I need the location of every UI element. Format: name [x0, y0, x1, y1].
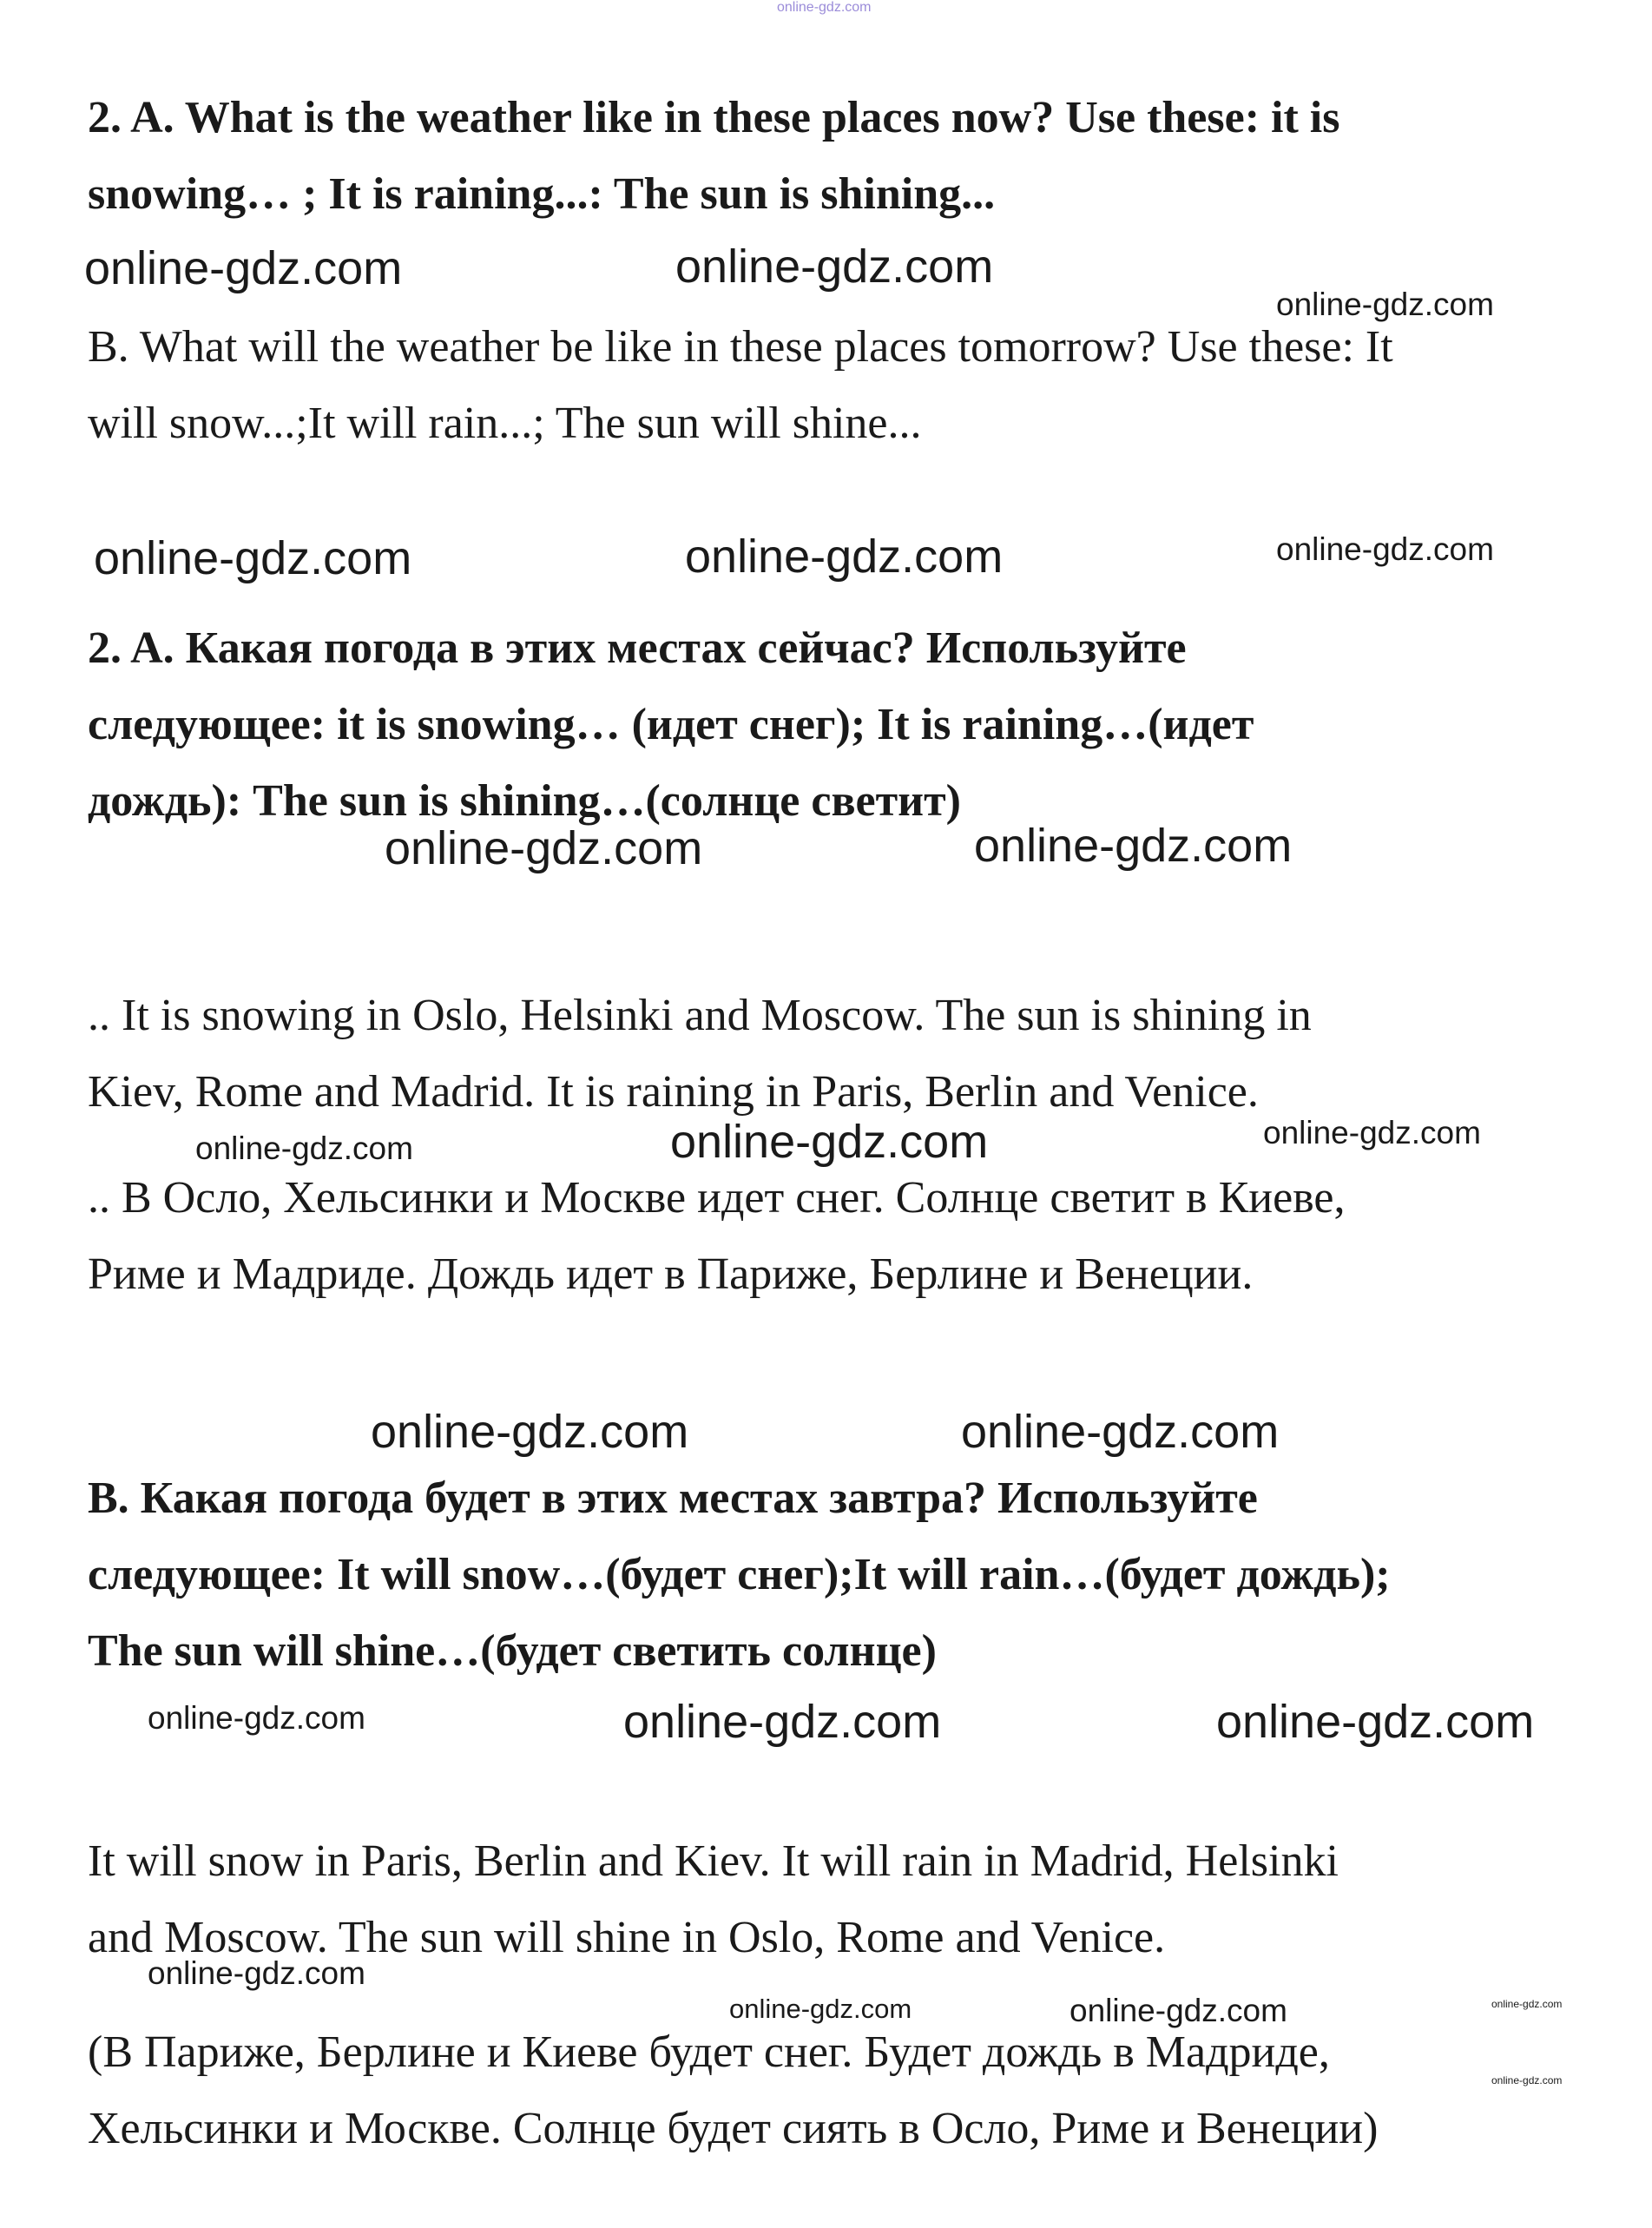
watermark: online-gdz.com: [1276, 531, 1494, 567]
answer-a-en-line-1: .. It is snowing in Oslo, Helsinki and Moscow. The sun is shining in: [88, 991, 1312, 1040]
exercise-b-en-line-2: will snow...;It will rain...; The sun will shine...: [88, 399, 922, 448]
watermark: online-gdz.com: [675, 241, 994, 293]
exercise-b-ru-line-3: The sun will shine…(будет светить солнце): [88, 1626, 937, 1676]
watermark: online-gdz.com: [961, 1406, 1280, 1458]
answer-b-ru-line-1: (В Париже, Берлине и Киеве будет снег. Будет дождь в Мадриде,: [88, 2027, 1330, 2077]
watermark: online-gdz.com: [1491, 2074, 1563, 2086]
watermark: online-gdz.com: [1276, 287, 1494, 322]
answer-b-en-line-2: and Moscow. The sun will shine in Oslo, Rome and Venice.: [88, 1913, 1166, 1962]
watermark: online-gdz.com: [623, 1696, 942, 1748]
watermark: online-gdz.com: [974, 820, 1293, 872]
answer-b-en-line-1: It will snow in Paris, Berlin and Kiev. It will rain in Madrid, Helsinki: [88, 1836, 1339, 1886]
exercise-b-en-line-1: B. What will the weather be like in these places tomorrow? Use these: It: [88, 322, 1393, 372]
watermark: online-gdz.com: [84, 242, 403, 294]
answer-b-ru-line-2: Хельсинки и Москве. Солнце будет сиять в Осло, Риме и Венеции): [88, 2104, 1379, 2153]
watermark: online-gdz.com: [670, 1116, 989, 1168]
exercise-b-ru-line-2: следующее: It will snow…(будет снег);It will rain…(будет дождь);: [88, 1550, 1391, 1599]
exercise-a-ru-line-3: дождь): The sun is shining…(солнце светит): [88, 776, 961, 826]
watermark: online-gdz.com: [94, 532, 412, 584]
exercise-a-ru-line-2: следующее: it is snowing… (идет снег); It is raining…(идет: [88, 700, 1254, 749]
watermark: online-gdz.com: [148, 1700, 365, 1736]
exercise-a-ru-line-1: 2. A. Какая погода в этих местах сейчас? Используйте: [88, 623, 1187, 673]
watermark: online-gdz.com: [685, 531, 1004, 583]
exercise-b-ru-line-1: B. Какая погода будет в этих местах завтра? Используйте: [88, 1473, 1258, 1523]
answer-a-en-line-2: Kiev, Rome and Madrid. It is raining in Paris, Berlin and Venice.: [88, 1067, 1259, 1117]
watermark: online-gdz.com: [385, 822, 703, 874]
watermark: online-gdz.com: [148, 1955, 365, 1991]
watermark: online-gdz.com: [195, 1130, 413, 1166]
watermark: online-gdz.com: [1263, 1115, 1481, 1150]
watermark: online-gdz.com: [729, 1994, 912, 2024]
exercise-a-en-line-1: 2. A. What is the weather like in these places now? Use these: it is: [88, 93, 1340, 142]
answer-a-ru-line-2: Риме и Мадриде. Дождь идет в Париже, Берлине и Венеции.: [88, 1249, 1254, 1299]
top-watermark: online-gdz.com: [777, 0, 872, 15]
exercise-a-en-line-2: snowing… ; It is raining...: The sun is shining...: [88, 169, 996, 219]
watermark: online-gdz.com: [1070, 1993, 1287, 2028]
watermark: online-gdz.com: [371, 1406, 689, 1458]
watermark: online-gdz.com: [1491, 1998, 1563, 2010]
watermark: online-gdz.com: [1216, 1696, 1535, 1748]
answer-a-ru-line-1: .. В Осло, Хельсинки и Москве идет снег. Солнце светит в Киеве,: [88, 1173, 1346, 1223]
